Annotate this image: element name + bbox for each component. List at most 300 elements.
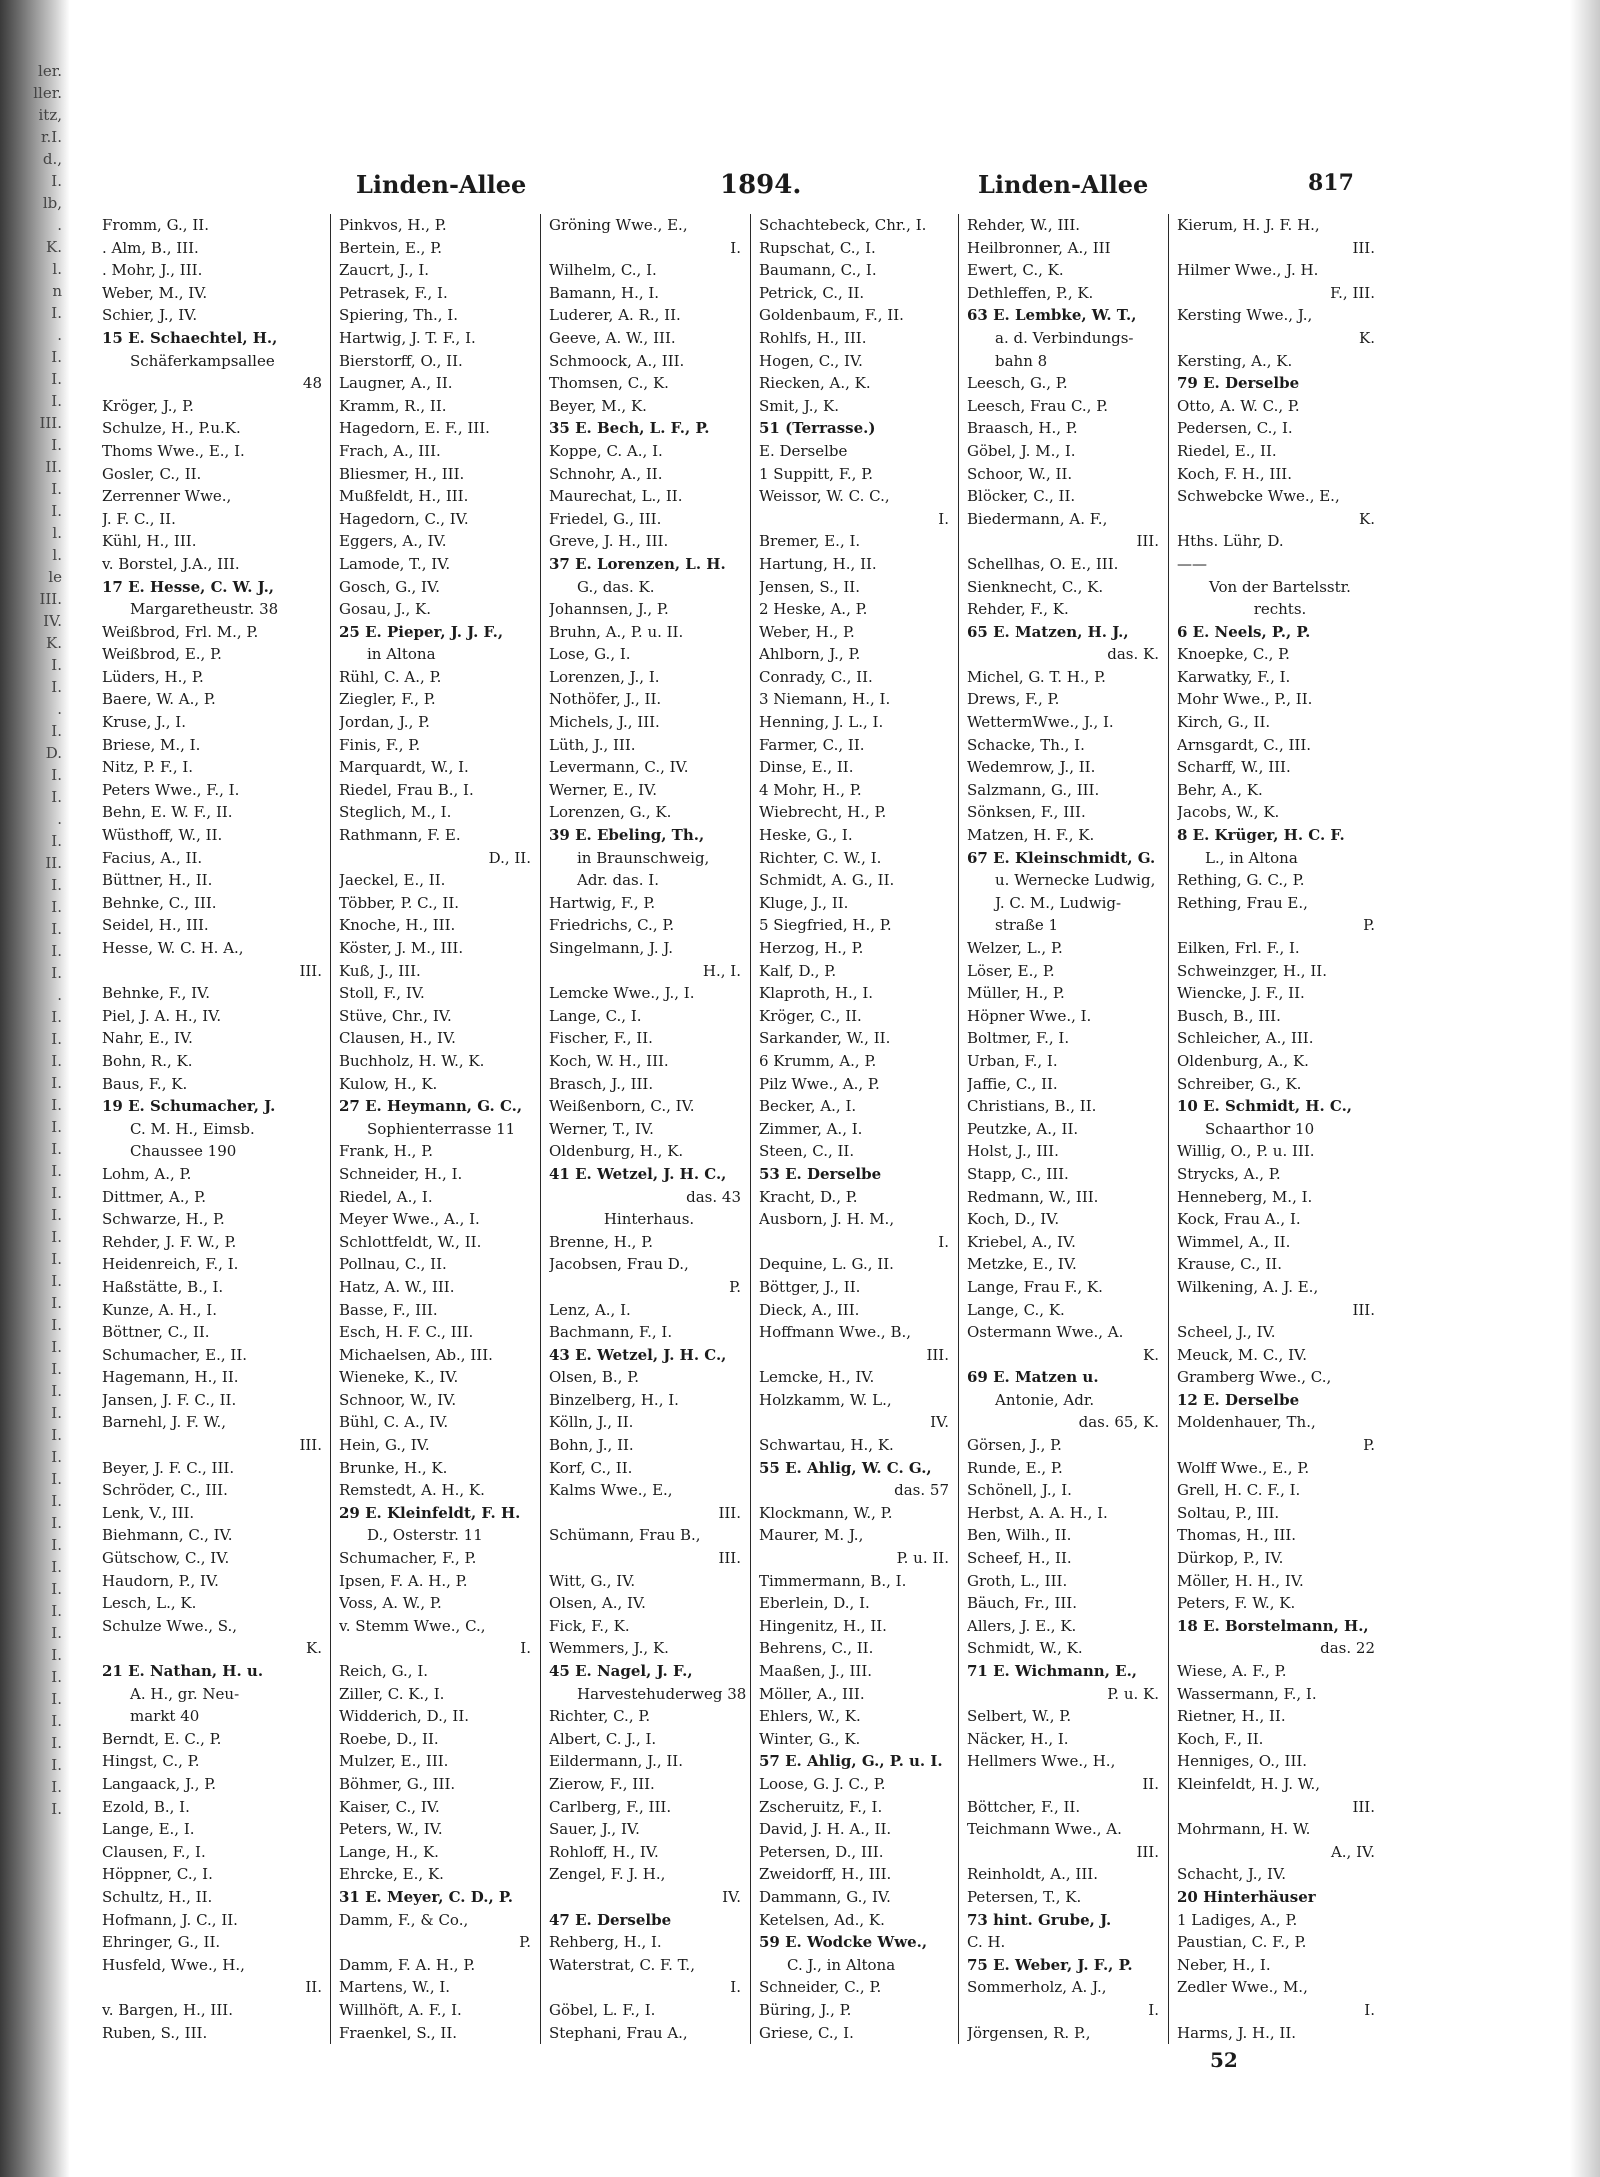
column-1 [100, 214, 330, 2044]
directory-entry: Kriebel, A., IV. [967, 1232, 1076, 1251]
facing-page-fragment-line: I. [51, 1250, 62, 1268]
directory-entry: 45 E. Nagel, J. F., [549, 1662, 693, 1680]
directory-entry: Zscheruitz, F., I. [759, 1797, 883, 1816]
directory-entry: Allers, J. E., K. [967, 1616, 1077, 1635]
facing-page-fragment-line: III. [39, 414, 62, 432]
directory-entry: Wiese, A. F., P. [1177, 1662, 1287, 1680]
directory-entry: Busch, B., III. [1177, 1006, 1281, 1025]
directory-entry: Otto, A. W. C., P. [1177, 396, 1300, 415]
directory-entry: Behn, E. W. F., II. [102, 803, 233, 822]
directory-entry: Fick, F., K. [549, 1616, 630, 1635]
facing-page-fragment-line: I. [51, 876, 62, 894]
directory-entry: Bohn, R., K. [102, 1051, 193, 1070]
directory-entry: K. [306, 1639, 322, 1658]
directory-entry: Conrady, C., II. [759, 667, 873, 686]
directory-entry: Pedersen, C., I. [1177, 419, 1293, 438]
directory-entry: Heilbronner, A., III [967, 238, 1111, 257]
directory-entry: Rohlfs, H., III. [759, 328, 867, 347]
facing-page-fragment-line: l. [52, 260, 62, 278]
facing-page-fragment-line: I. [51, 1492, 62, 1510]
directory-entry: . Alm, B., III. [102, 238, 199, 257]
facing-page-fragment-line: I. [51, 788, 62, 806]
directory-entry: G., das. K. [577, 577, 655, 596]
directory-entry: E. Derselbe [759, 441, 848, 460]
directory-entry: Böttner, C., II. [102, 1323, 210, 1342]
directory-entry: Neber, H., I. [1177, 1955, 1271, 1974]
directory-entry: 20 Hinterhäuser [1177, 1887, 1316, 1906]
directory-entry: Zedler Wwe., M., [1177, 1978, 1308, 1997]
directory-entry: 75 E. Weber, J. F., P. [967, 1955, 1133, 1974]
facing-page-fragment-line: I. [51, 1668, 62, 1686]
directory-entry: Kierum, H. J. F. H., [1177, 216, 1320, 234]
directory-entry: Mußfeldt, H., III. [339, 487, 469, 506]
facing-page-fragment-line: I. [51, 1778, 62, 1796]
directory-entry: Hesse, W. C. H. A., [102, 939, 244, 957]
directory-entry: Schulze Wwe., S., [102, 1616, 238, 1635]
street-heading-right: Linden-Allee [978, 170, 1149, 199]
directory-entry: Thomsen, C., K. [549, 374, 669, 393]
directory-entry: I. [1148, 2000, 1159, 2019]
directory-entry: Riedel, E., II. [1177, 441, 1277, 460]
facing-page-fragment-line: I. [51, 1052, 62, 1070]
directory-entry: Riedel, Frau B., I. [339, 780, 474, 799]
directory-entry: Schellhas, O. E., III. [967, 554, 1119, 573]
directory-entry: Dittmer, A., P. [102, 1187, 206, 1206]
directory-entry: das. 43 [686, 1187, 741, 1206]
directory-entry: 6 Krumm, A., P. [759, 1051, 877, 1070]
directory-entry: Ruben, S., III. [102, 2023, 208, 2042]
directory-entry: IV. [722, 1887, 741, 1906]
directory-entry: H., I. [702, 961, 741, 980]
directory-entry: Kleinfeldt, H. J. W., [1177, 1774, 1321, 1793]
directory-entry: Carlberg, F., III. [549, 1797, 672, 1816]
directory-entry: Möller, A., III. [759, 1684, 865, 1703]
directory-entry: Lorenzen, J., I. [549, 667, 660, 686]
directory-entry: Willig, O., P. u. III. [1177, 1142, 1315, 1161]
directory-entry: Kölln, J., II. [549, 1413, 634, 1432]
facing-page-fragment-line: I. [51, 1448, 62, 1466]
directory-entry: Schneider, H., I. [339, 1164, 463, 1183]
directory-entry: Schumacher, F., P. [339, 1549, 477, 1568]
directory-entry: Jordan, J., P. [339, 713, 430, 732]
directory-entry: Többer, P. C., II. [339, 893, 460, 912]
facing-page-fragment-line: I. [51, 1734, 62, 1752]
directory-entry: Beyer, J. F. C., III. [102, 1458, 235, 1477]
directory-entry: Clausen, F., I. [102, 1842, 206, 1861]
directory-entry: C. H. [967, 1933, 1006, 1952]
directory-entry: Eildermann, J., II. [549, 1752, 683, 1771]
directory-entry: Rehberg, H., I. [549, 1933, 662, 1952]
directory-entry: Maurer, M. J., [759, 1526, 864, 1545]
directory-entry: Braasch, H., P. [967, 419, 1078, 438]
directory-entry: Barnehl, J. F. W., [102, 1413, 226, 1432]
directory-entry: P. u. K. [1107, 1684, 1159, 1703]
directory-entry: Koch, D., IV. [967, 1210, 1060, 1229]
directory-entry: III. [1136, 1842, 1159, 1861]
directory-entry: Metzke, E., IV. [967, 1255, 1077, 1274]
directory-entry: Lange, C., K. [967, 1300, 1065, 1319]
directory-entry: Schäferkampsallee [130, 351, 275, 370]
directory-entry: II. [1142, 1774, 1159, 1793]
directory-entry: K. [1359, 328, 1375, 347]
directory-entry: 10 E. Schmidt, H. C., [1177, 1097, 1353, 1116]
directory-entry: Pinkvos, H., P. [339, 216, 447, 234]
directory-entry: Peutzke, A., II. [967, 1119, 1079, 1138]
directory-entry: 65 E. Matzen, H. J., [967, 622, 1129, 641]
directory-entry: Henning, J. L., I. [759, 713, 884, 732]
directory-entry: Koch, F., II. [1177, 1729, 1264, 1748]
directory-entry: Lange, Frau F., K. [967, 1277, 1103, 1296]
directory-entry: I. [938, 509, 949, 528]
directory-entry: Hartwig, J. T. F., I. [339, 328, 476, 347]
directory-entry: Scharff, W., III. [1177, 758, 1291, 777]
directory-entry: Sönksen, F., III. [967, 803, 1086, 822]
directory-entry: Haudorn, P., IV. [102, 1571, 219, 1590]
directory-entry: Ziller, C. K., I. [339, 1684, 445, 1703]
facing-page-fragment-line: I. [51, 370, 62, 388]
directory-entry: 51 (Terrasse.) [759, 419, 876, 438]
directory-entry: Kröger, C., II. [759, 1006, 862, 1025]
directory-entry: Kersting Wwe., J., [1177, 306, 1313, 325]
directory-entry: Wimmel, A., II. [1177, 1232, 1291, 1251]
directory-entry: Wassermann, F., I. [1177, 1684, 1317, 1703]
directory-entry: Scheel, J., IV. [1177, 1323, 1276, 1342]
directory-entry: Schneider, C., P. [759, 1978, 882, 1997]
directory-entry: P. [1363, 916, 1375, 935]
directory-entry: 63 E. Lembke, W. T., [967, 306, 1137, 325]
directory-entry: Roebe, D., II. [339, 1729, 439, 1748]
directory-entry: Teichmann Wwe., A. [967, 1820, 1122, 1839]
directory-entry: Kersting, A., K. [1177, 351, 1293, 370]
directory-entry: —— [1177, 554, 1207, 573]
directory-entry: das. K. [1107, 645, 1159, 664]
directory-entry: Husfeld, Wwe., H., [102, 1955, 245, 1974]
facing-page-fragment-line: ler. [38, 62, 62, 80]
directory-entry: Hagemann, H., II. [102, 1368, 239, 1387]
facing-page-fragment-line: D. [45, 744, 62, 762]
facing-page-fragment-line: . [57, 700, 62, 718]
directory-entry: Friedel, G., III. [549, 509, 662, 528]
directory-entry: Schönell, J., I. [967, 1481, 1072, 1500]
facing-page-fragment-line: I. [51, 1272, 62, 1290]
directory-entry: Böhmer, G., III. [339, 1774, 456, 1793]
directory-entry: P. u. II. [896, 1549, 949, 1568]
directory-entry: Langaack, J., P. [102, 1774, 217, 1793]
facing-page-fragment-line: I. [51, 1558, 62, 1576]
directory-entry: 55 E. Ahlig, W. C. G., [759, 1458, 932, 1477]
directory-entry: Soltau, P., III. [1177, 1503, 1280, 1522]
directory-entry: Lenk, V., III. [102, 1503, 195, 1522]
directory-entry: Salzmann, G., III. [967, 780, 1100, 799]
directory-entry: Schleicher, A., III. [1177, 1029, 1314, 1048]
directory-entry: Sophienterrasse 11 [367, 1119, 516, 1138]
directory-entry: Klockmann, W., P. [759, 1503, 893, 1522]
directory-entry: Schwebcke Wwe., E., [1177, 487, 1340, 506]
directory-entry: Rathmann, F. E. [339, 826, 461, 845]
directory-entry: Höppner, C., I. [102, 1865, 213, 1884]
directory-entry: Ziegler, F., P. [339, 690, 436, 709]
directory-entry: Damm, F., & Co., [339, 1910, 469, 1929]
directory-entry: Jacobs, W., K. [1177, 803, 1280, 822]
directory-entry: in Altona [367, 645, 436, 664]
directory-entry: Schnoor, W., IV. [339, 1390, 457, 1409]
directory-entry: Piel, J. A. H., IV. [102, 1006, 222, 1025]
directory-entry: Rething, Frau E., [1177, 893, 1308, 912]
directory-entry: Nothöfer, J., II. [549, 690, 662, 709]
directory-entry: 79 E. Derselbe [1177, 374, 1300, 393]
directory-entry: Köster, J. M., III. [339, 939, 464, 957]
directory-entry: Groth, L., III. [967, 1571, 1068, 1590]
directory-entry: 37 E. Lorenzen, L. H. [549, 554, 726, 573]
directory-entry: III. [718, 1549, 741, 1568]
column-5 [958, 214, 1167, 2044]
directory-entry: Gosler, C., II. [102, 464, 202, 483]
directory-entry: P. [519, 1933, 531, 1952]
directory-entry: Binzelberg, H., I. [549, 1390, 679, 1409]
facing-page-fragment-line: I. [51, 898, 62, 916]
scan-shadow-right [1570, 0, 1600, 2177]
directory-entry: 57 E. Ahlig, G., P. u. I. [759, 1752, 943, 1771]
facing-page-fragment-line: I. [51, 832, 62, 850]
directory-entry: Henniges, O., III. [1177, 1752, 1308, 1771]
directory-entry: III. [926, 1345, 949, 1364]
directory-entry: Hingenitz, H., II. [759, 1616, 887, 1635]
directory-entry: Hoffmann Wwe., B., [759, 1323, 912, 1342]
facing-page-fragment-line: I. [51, 1228, 62, 1246]
directory-entry: Rietner, H., II. [1177, 1707, 1286, 1726]
directory-entry: Riecken, A., K. [759, 374, 871, 393]
directory-entry: Petrick, C., II. [759, 283, 865, 302]
directory-entry: Dinse, E., II. [759, 758, 854, 777]
facing-page-fragment-line: I. [51, 480, 62, 498]
facing-page-fragment-line: r.I. [41, 128, 62, 146]
directory-entry: Karwatky, F., I. [1177, 667, 1291, 686]
facing-page-fragment-line: I. [51, 1800, 62, 1818]
directory-entry: Göbel, L. F., I. [549, 2000, 656, 2019]
directory-entry: Lesch, L., K. [102, 1594, 197, 1613]
column-6 [1168, 214, 1383, 2044]
directory-entry: Brenne, H., P. [549, 1232, 654, 1251]
directory-entry: Peters, W., IV. [339, 1820, 443, 1839]
directory-entry: Basse, F., III. [339, 1300, 438, 1319]
directory-entry: Kunze, A. H., I. [102, 1300, 217, 1319]
directory-entry: Kramm, R., II. [339, 396, 447, 415]
directory-entry: 43 E. Wetzel, J. H. C., [549, 1345, 727, 1364]
directory-entry: Loose, G. J. C., P. [759, 1774, 886, 1793]
directory-entry: Frank, H., P. [339, 1142, 434, 1161]
directory-entry: Gosau, J., K. [339, 600, 431, 619]
directory-entry: Zengel, F. J. H., [549, 1865, 666, 1884]
facing-page-fragment-line: I. [51, 1162, 62, 1180]
directory-entry: Witt, G., IV. [549, 1571, 636, 1590]
directory-entry: bahn 8 [995, 351, 1048, 370]
directory-entry: Runde, E., P. [967, 1458, 1063, 1477]
directory-entry: Eilken, Frl. F., I. [1177, 939, 1300, 957]
directory-entry: Baus, F., K. [102, 1074, 188, 1093]
directory-entry: v. Bargen, H., III. [102, 2000, 233, 2019]
directory-entry: Lüders, H., P. [102, 667, 204, 686]
directory-entry: 47 E. Derselbe [549, 1910, 672, 1929]
directory-entry: Wolff Wwe., E., P. [1177, 1458, 1310, 1477]
directory-entry: Nitz, P. F., I. [102, 758, 194, 777]
directory-entry: I. [520, 1639, 531, 1658]
directory-entry: II. [305, 1978, 322, 1997]
directory-entry: Redmann, W., III. [967, 1187, 1099, 1206]
directory-entry: Grell, H. C. F., I. [1177, 1481, 1301, 1500]
directory-entry: Widderich, D., II. [339, 1707, 470, 1726]
directory-entry: Oldenburg, H., K. [549, 1142, 684, 1161]
directory-entry: Scheef, H., II. [967, 1549, 1072, 1568]
directory-entry: Kluge, J., II. [759, 893, 849, 912]
facing-page-fragment-line: I. [51, 172, 62, 190]
directory-entry: Remstedt, A. H., K. [339, 1481, 485, 1500]
directory-entry: Timmermann, B., I. [759, 1571, 907, 1590]
directory-entry: Olsen, B., P. [549, 1368, 640, 1387]
facing-page-fragment-line: I. [51, 656, 62, 674]
directory-entry: Dethleffen, P., K. [967, 283, 1094, 302]
directory-entry: Weißbrod, Frl. M., P. [102, 622, 259, 641]
facing-page-fragment-line: I. [51, 1030, 62, 1048]
directory-entry: Strycks, A., P. [1177, 1164, 1281, 1183]
directory-entry: Smit, J., K. [759, 396, 839, 415]
directory-entry: P. [729, 1277, 741, 1296]
directory-entry: 5 Siegfried, H., P. [759, 916, 892, 935]
directory-entry: Michels, J., III. [549, 713, 660, 732]
directory-entry: Herbst, A. A. H., I. [967, 1503, 1108, 1522]
directory-entry: Hths. Lühr, D. [1177, 532, 1284, 551]
directory-entry: Harvestehuderweg 38 [577, 1684, 747, 1703]
directory-entry: Korf, C., II. [549, 1458, 633, 1477]
directory-entry: Lorenzen, G., K. [549, 803, 672, 822]
directory-entry: III. [1352, 1300, 1375, 1319]
page-number: 817 [1308, 170, 1354, 196]
facing-page-fragment-line: I. [51, 722, 62, 740]
directory-entry: Schacke, Th., I. [967, 735, 1085, 754]
directory-entry: Bamann, H., I. [549, 283, 660, 302]
directory-entry: . Mohr, J., III. [102, 261, 203, 280]
directory-entry: Schlottfeldt, W., II. [339, 1232, 482, 1251]
facing-page-fragment-line: I. [51, 678, 62, 696]
facing-page-fragment-line: I. [51, 1624, 62, 1642]
directory-entry: I. [938, 1232, 949, 1251]
directory-entry: Kracht, D., P. [759, 1187, 858, 1206]
column-3 [540, 214, 749, 2044]
facing-page-fragment-line: I. [51, 1118, 62, 1136]
directory-entry: Finis, F., P. [339, 735, 421, 754]
directory-entry: III. [1352, 238, 1375, 257]
facing-page-fragment-line: itz, [38, 106, 62, 124]
directory-entry: Steglich, M., I. [339, 803, 452, 822]
directory-entry: das. 57 [894, 1481, 949, 1500]
facing-page-fragment-line: le [48, 568, 62, 586]
directory-entry: Ipsen, F. A. H., P. [339, 1571, 468, 1590]
directory-entry: 2 Heske, A., P. [759, 600, 868, 619]
directory-entry: Wedemrow, J., II. [967, 758, 1096, 777]
directory-entry: v. Borstel, J.A., III. [102, 554, 240, 573]
directory-entry: Ketelsen, Ad., K. [759, 1910, 885, 1929]
page-header [100, 170, 1550, 214]
directory-entry: Görsen, J., P. [967, 1436, 1062, 1455]
directory-entry: Bachmann, F., I. [549, 1323, 673, 1342]
directory-entry: Maurechat, L., II. [549, 487, 683, 506]
directory-entry: Petersen, D., III. [759, 1842, 884, 1861]
directory-entry: Brasch, J., III. [549, 1074, 654, 1093]
directory-entry: Lüth, J., III. [549, 735, 636, 754]
directory-entry: Weißenborn, C., IV. [549, 1097, 695, 1116]
directory-entry: Hartung, H., II. [759, 554, 877, 573]
directory-entry: Pilz Wwe., A., P. [759, 1074, 880, 1093]
directory-entry: Hinterhaus. [603, 1210, 695, 1229]
facing-page-fragment-line: I. [51, 1140, 62, 1158]
directory-entry: L., in Altona [1205, 848, 1298, 867]
directory-entry: 3 Niemann, H., I. [759, 690, 891, 709]
directory-entry: III. [1352, 1797, 1375, 1816]
directory-entry: Müller, H., P. [967, 984, 1065, 1003]
directory-entry: Spiering, Th., I. [339, 306, 458, 325]
directory-entry: Bremer, E., I. [759, 532, 861, 551]
directory-entry: Laugner, A., II. [339, 374, 453, 393]
facing-page-fragment-line: I. [51, 392, 62, 410]
directory-entry: 41 E. Wetzel, J. H. C., [549, 1164, 727, 1183]
directory-entry: Holst, J., III. [967, 1142, 1059, 1161]
facing-page-fragment-line: I. [51, 1404, 62, 1422]
directory-entry: Schwartau, H., K. [759, 1436, 894, 1455]
directory-entry: 15 E. Schaechtel, H., [102, 328, 278, 347]
directory-entry: Schreiber, G., K. [1177, 1074, 1302, 1093]
directory-entry: Reich, G., I. [339, 1662, 429, 1680]
directory-entry: 39 E. Ebeling, Th., [549, 826, 705, 845]
directory-entry: Lose, G., I. [549, 645, 631, 664]
directory-entry: Zimmer, A., I. [759, 1119, 863, 1138]
directory-entry: Holzkamm, W. L., [759, 1390, 892, 1409]
facing-page-fragment-line: I. [51, 766, 62, 784]
directory-entry: Wüsthoff, W., II. [102, 826, 223, 845]
directory-entry: Rühl, C. A., P. [339, 667, 442, 686]
directory-entry: Hofmann, J. C., II. [102, 1910, 238, 1929]
directory-entry: 17 E. Hesse, C. W. J., [102, 577, 275, 596]
directory-entry: Zerrenner Wwe., [102, 487, 232, 506]
directory-entry: Gröning Wwe., E., [549, 216, 688, 234]
directory-entry: Büttner, H., II. [102, 871, 213, 890]
directory-entry: Zweidorff, H., III. [759, 1865, 892, 1884]
directory-entry: Schnohr, A., II. [549, 464, 663, 483]
directory-entry: Schaarthor 10 [1205, 1119, 1315, 1138]
directory-entry: 12 E. Derselbe [1177, 1390, 1300, 1409]
directory-entry: Farmer, C., II. [759, 735, 865, 754]
directory-entry: 35 E. Bech, L. F., P. [549, 419, 710, 438]
directory-entry: Fraenkel, S., II. [339, 2023, 458, 2042]
directory-entry: Gosch, G., IV. [339, 577, 440, 596]
directory-entry: 1 Ladiges, A., P. [1177, 1910, 1298, 1929]
directory-entry: K. [1359, 509, 1375, 528]
directory-entry: Zierow, F., III. [549, 1774, 655, 1793]
directory-entry: a. d. Verbindungs- [995, 328, 1134, 347]
directory-entry: Rohloff, H., IV. [549, 1842, 659, 1861]
directory-entry: Meuck, M. C., IV. [1177, 1345, 1307, 1364]
directory-entry: Michaelsen, Ab., III. [339, 1345, 493, 1364]
directory-entry: Kulow, H., K. [339, 1074, 438, 1093]
directory-entry: Gütschow, C., IV. [102, 1549, 230, 1568]
directory-entry: Kühl, H., III. [102, 532, 197, 551]
directory-entry: Facius, A., II. [102, 848, 203, 867]
directory-entry: Schier, J., IV. [102, 306, 198, 325]
directory-entry: 73 hint. Grube, J. [967, 1910, 1112, 1929]
facing-page-fragment [0, 60, 66, 1960]
directory-entry: Singelmann, J. J. [549, 939, 674, 957]
directory-entry: Briese, M., I. [102, 735, 201, 754]
directory-entry: Kuß, J., III. [339, 961, 421, 980]
directory-entry: Olsen, A., IV. [549, 1594, 646, 1613]
